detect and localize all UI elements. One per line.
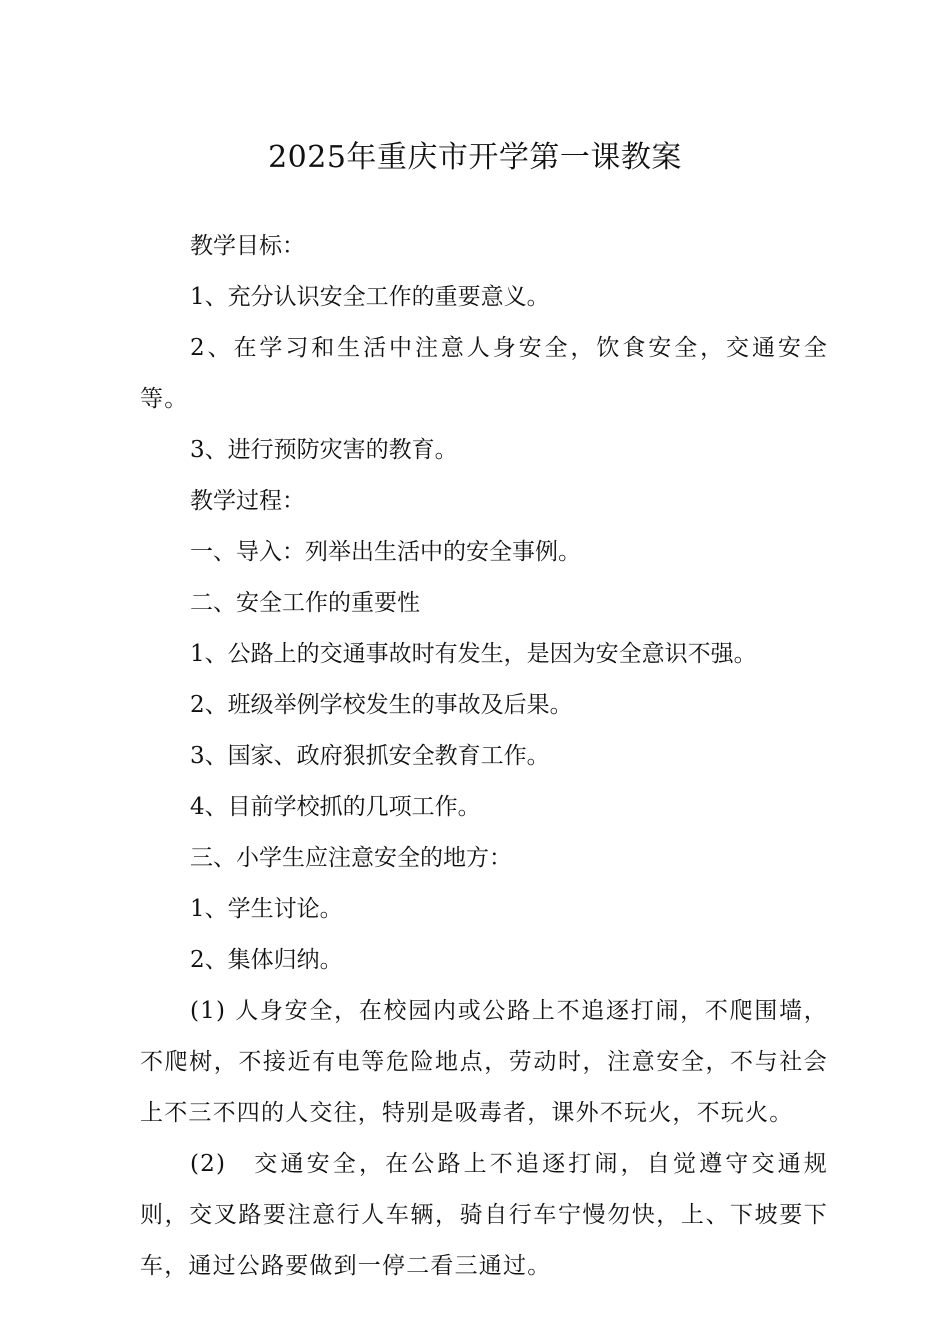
document-title: 2025年重庆市开学第一课教案 — [268, 140, 682, 175]
paragraph-personal-safety: (1) 人身安全，在校园内或公路上不追逐打闹，不爬围墙，不爬树，不接近有电等危险地点，劳动时，注意安全，不与社会上不三不四的人交往，特别是吸毒者，课外不玩火，不玩火。 — [140, 998, 828, 1126]
paragraph-goal-2: 2、在学习和生活中注意人身安全，饮食安全，交通安全等。 — [140, 335, 828, 412]
paragraph-section-3-item-2: 2、集体归纳。 — [190, 947, 343, 973]
paragraph-goal-3: 3、进行预防灾害的教育。 — [190, 437, 458, 463]
paragraph-section-1: 一、导入：列举出生活中的安全事例。 — [190, 539, 581, 565]
paragraph-teaching-goals-heading: 教学目标： — [190, 233, 305, 259]
paragraph-section-2-item-2: 2、班级举例学校发生的事故及后果。 — [190, 692, 573, 718]
paragraph-section-3: 三、小学生应注意安全的地方： — [190, 845, 512, 871]
paragraph-teaching-process-heading: 教学过程： — [190, 488, 305, 514]
document-body — [140, 221, 828, 1292]
paragraph-section-3-item-1: 1、学生讨论。 — [190, 896, 343, 922]
paragraph-section-2: 二、安全工作的重要性 — [190, 590, 420, 616]
paragraph-goal-1: 1、充分认识安全工作的重要意义。 — [190, 284, 550, 310]
paragraph-section-2-item-1: 1、公路上的交通事故时有发生，是因为安全意识不强。 — [190, 641, 757, 667]
paragraph-section-2-item-4: 4、目前学校抓的几项工作。 — [190, 794, 481, 820]
paragraph-section-2-item-3: 3、国家、政府狠抓安全教育工作。 — [190, 743, 550, 769]
paragraph-traffic-safety: (2) 交通安全，在公路上不追逐打闹，自觉遵守交通规则，交叉路要注意行人车辆，骑自行车宁慢勿快，上、下坡要下车，通过公路要做到一停二看三通过。 — [140, 1151, 828, 1279]
